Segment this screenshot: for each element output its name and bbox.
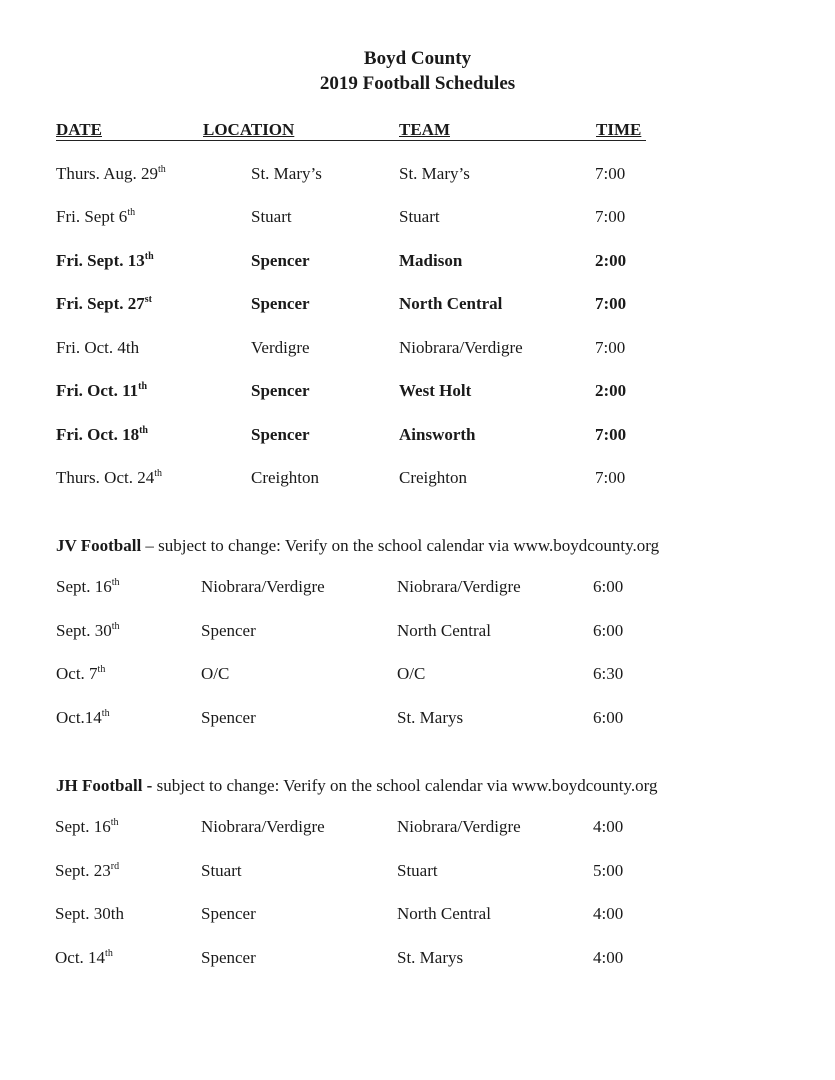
game-date-text: Thurs. Aug. 29	[56, 164, 158, 183]
game-date	[56, 621, 120, 641]
game-team	[397, 904, 491, 924]
schedule-row	[0, 948, 835, 972]
game-time-text: 2:00	[595, 381, 627, 400]
game-team-text: West Holt	[399, 381, 472, 400]
schedule-row	[0, 381, 835, 405]
game-location	[201, 708, 256, 728]
header-date: DATE	[56, 120, 102, 139]
game-date-text: Oct.14	[56, 708, 102, 727]
game-team	[399, 468, 467, 488]
game-location-text: Spencer	[251, 294, 310, 313]
schedule-row	[0, 817, 835, 841]
game-location	[251, 294, 310, 314]
jv-section-heading	[56, 536, 659, 556]
game-team-text: North Central	[397, 904, 491, 923]
schedule-row	[0, 425, 835, 449]
game-date	[56, 164, 166, 184]
game-date-suffix: rd	[110, 861, 120, 872]
game-time	[593, 621, 623, 641]
game-time-text: 2:00	[595, 251, 627, 270]
game-date-suffix: th	[111, 577, 120, 588]
schedule-row	[0, 621, 835, 645]
game-time-text: 5:00	[593, 861, 624, 880]
game-date	[55, 948, 113, 968]
schedule-row	[0, 294, 835, 318]
schedule-row	[0, 861, 835, 885]
game-location	[201, 904, 256, 924]
game-time	[595, 468, 625, 488]
game-time-text: 4:00	[593, 904, 624, 923]
game-location-text: Verdigre	[251, 338, 310, 357]
game-time	[595, 338, 625, 358]
game-team-text: Niobrara/Verdigre	[399, 338, 523, 357]
game-team-text: Ainsworth	[399, 425, 476, 444]
game-location-text: Stuart	[251, 207, 292, 226]
game-team	[397, 817, 521, 837]
game-date-suffix: th	[139, 425, 148, 436]
game-date-suffix: th	[127, 207, 136, 218]
schedule-row	[0, 207, 835, 231]
game-team	[399, 338, 523, 358]
game-date-text: Sept. 23	[55, 861, 111, 880]
game-location-text: Spencer	[251, 425, 310, 444]
game-date-text: Fri. Oct. 4th	[56, 338, 140, 357]
game-location	[201, 577, 325, 597]
game-location	[251, 207, 292, 227]
game-location-text: Niobrara/Verdigre	[201, 577, 325, 596]
game-date	[56, 664, 105, 684]
game-location	[201, 948, 256, 968]
game-team-text: O/C	[397, 664, 426, 683]
game-time-text: 4:00	[593, 817, 624, 836]
game-team	[399, 425, 476, 445]
game-time	[593, 948, 623, 968]
game-team	[397, 708, 463, 728]
game-team-text: St. Marys	[397, 708, 464, 727]
game-team	[397, 621, 491, 641]
game-date-text: Oct. 7	[56, 664, 98, 683]
schedule-row	[0, 904, 835, 928]
game-date-text: Fri. Sept. 13	[56, 251, 145, 270]
game-date	[56, 207, 135, 227]
game-date-suffix: th	[154, 468, 162, 479]
game-location	[251, 425, 310, 445]
game-team	[399, 381, 471, 401]
schedule-row	[0, 164, 835, 188]
game-location-text: Spencer	[201, 904, 256, 923]
game-team-text: Madison	[399, 251, 463, 270]
game-team	[399, 294, 502, 314]
game-date	[56, 468, 162, 488]
game-time	[593, 904, 623, 924]
game-date-suffix: th	[105, 948, 113, 959]
game-time	[595, 207, 625, 227]
game-location-text: St. Mary’s	[251, 164, 322, 183]
game-date-text: Sept. 16	[55, 817, 111, 836]
header-team: TEAM	[399, 120, 450, 139]
game-time-text: 6:00	[593, 708, 624, 727]
game-location	[251, 468, 319, 488]
game-time-text: 6:00	[593, 577, 624, 596]
document-title: Boyd County	[363, 48, 472, 69]
game-location-text: Niobrara/Verdigre	[201, 817, 325, 836]
game-time-text: 7:00	[595, 164, 626, 183]
game-team	[397, 664, 425, 684]
game-time	[593, 664, 623, 684]
game-date-suffix: th	[111, 621, 120, 632]
game-time-text: 6:30	[593, 664, 624, 683]
game-location-text: Stuart	[201, 861, 242, 880]
game-date	[56, 708, 110, 728]
game-date	[56, 381, 147, 401]
game-time-text: 7:00	[595, 207, 626, 226]
game-date-suffix: th	[110, 817, 119, 828]
schedule-row	[0, 708, 835, 732]
game-date-text: Sept. 16	[56, 577, 112, 596]
game-time-text: 7:00	[595, 294, 627, 313]
game-time	[593, 577, 623, 597]
jv-label: JV Football	[56, 536, 142, 555]
header-location: LOCATION	[203, 120, 295, 139]
game-time-text: 7:00	[595, 425, 627, 444]
game-date-text: Thurs. Oct. 24	[56, 468, 155, 487]
game-date	[56, 425, 148, 445]
game-time-text: 4:00	[593, 948, 624, 967]
game-location-text: Spencer	[201, 621, 256, 640]
game-location	[251, 381, 310, 401]
jh-label: JH Football -	[56, 776, 153, 795]
game-time	[595, 294, 626, 314]
game-date	[56, 251, 154, 271]
game-date-suffix: th	[144, 251, 154, 262]
game-location	[201, 621, 256, 641]
game-team-text: St. Marys	[397, 948, 464, 967]
game-location-text: Creighton	[251, 468, 319, 487]
game-date-text: Fri. Oct. 11	[56, 381, 139, 400]
game-date-text: Sept. 30	[56, 621, 112, 640]
game-date	[56, 338, 139, 358]
schedule-row	[0, 468, 835, 492]
game-time	[593, 861, 623, 881]
schedule-row	[0, 664, 835, 688]
game-team-text: Creighton	[399, 468, 467, 487]
game-time	[595, 164, 625, 184]
game-date-suffix: th	[97, 664, 106, 675]
game-location-text: O/C	[201, 664, 230, 683]
jh-note: subject to change: Verify on the school calendar via www.boydcounty.org	[152, 776, 658, 795]
game-location	[251, 338, 310, 358]
jv-note: – subject to change: Verify on the school calendar via www.boydcounty.org	[141, 536, 660, 555]
game-team	[397, 948, 463, 968]
game-location-text: Spencer	[251, 381, 310, 400]
schedule-row	[0, 577, 835, 601]
game-date	[55, 904, 124, 924]
game-date-text: Fri. Sept. 27	[56, 294, 145, 313]
game-date-suffix: th	[101, 708, 110, 719]
game-team-text: Niobrara/Verdigre	[397, 577, 521, 596]
game-date-suffix: st	[144, 294, 153, 305]
game-time	[593, 817, 623, 837]
game-time	[595, 425, 626, 445]
game-team-text: Niobrara/Verdigre	[397, 817, 521, 836]
game-team-text: St. Mary’s	[399, 164, 470, 183]
header-time: TIME	[596, 120, 642, 139]
game-date-text: Sept. 30th	[55, 904, 124, 923]
game-date-text: Oct. 14	[55, 948, 106, 967]
game-time	[593, 708, 623, 728]
game-team-text: North Central	[397, 621, 491, 640]
game-date-suffix: th	[158, 164, 166, 175]
schedule-row	[0, 251, 835, 275]
game-date-text: Fri. Sept 6	[56, 207, 128, 226]
game-team-text: Stuart	[399, 207, 440, 226]
game-team	[399, 164, 470, 184]
game-time-text: 7:00	[595, 338, 626, 357]
game-team	[397, 577, 521, 597]
game-date	[55, 861, 119, 881]
game-team	[399, 251, 462, 271]
game-location	[251, 164, 322, 184]
game-date-text: Fri. Oct. 18	[56, 425, 140, 444]
header-rule	[56, 140, 646, 141]
game-location	[201, 861, 242, 881]
game-team	[397, 861, 438, 881]
game-date	[55, 817, 119, 837]
game-date	[56, 294, 152, 314]
game-time-text: 7:00	[595, 468, 626, 487]
game-date	[56, 577, 120, 597]
game-team	[399, 207, 440, 227]
game-time	[595, 251, 626, 271]
schedule-row	[0, 338, 835, 362]
game-location-text: Spencer	[201, 948, 256, 967]
game-location	[201, 664, 229, 684]
game-team-text: North Central	[399, 294, 503, 313]
game-location-text: Spencer	[201, 708, 256, 727]
jh-section-heading	[56, 776, 658, 796]
game-location-text: Spencer	[251, 251, 310, 270]
game-location	[251, 251, 310, 271]
game-time-text: 6:00	[593, 621, 624, 640]
game-time	[595, 381, 626, 401]
game-date-suffix: th	[138, 381, 148, 392]
document-subtitle: 2019 Football Schedules	[319, 73, 516, 94]
game-team-text: Stuart	[397, 861, 438, 880]
game-location	[201, 817, 325, 837]
